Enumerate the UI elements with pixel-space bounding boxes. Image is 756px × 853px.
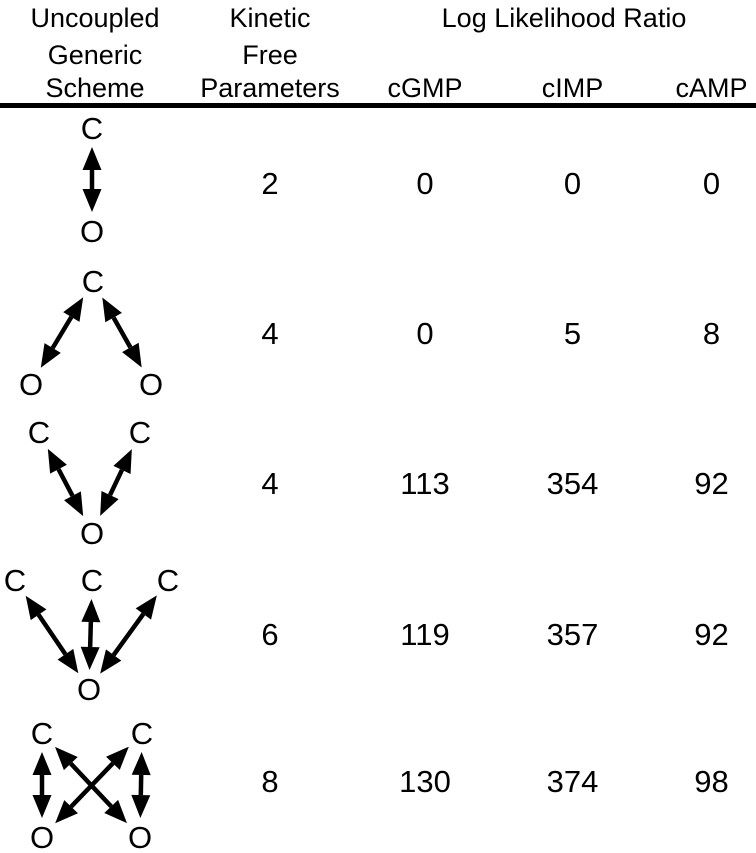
table-row <box>0 258 756 408</box>
cimp-value: 354 <box>546 465 599 501</box>
arrowhead-icon <box>136 595 157 619</box>
double-arrow-shaft <box>114 318 131 348</box>
camp-value: 92 <box>694 465 729 501</box>
double-arrow-shaft <box>110 470 122 495</box>
scheme-diagram-4 <box>0 558 190 710</box>
col-header-camp: cAMP <box>675 73 748 103</box>
col-header-cimp: cIMP <box>541 73 604 103</box>
cgmp-value: 0 <box>416 315 434 351</box>
arrowhead-icon <box>81 599 100 622</box>
double-arrow-shaft <box>114 614 144 655</box>
table-header <box>0 0 756 103</box>
arrowhead-icon <box>33 752 52 775</box>
table-row <box>0 558 756 710</box>
kinetic-free-parameters-value: 4 <box>261 315 279 351</box>
arrowhead-icon <box>83 189 102 212</box>
state-label-o: O <box>79 214 105 249</box>
table-row <box>0 108 756 258</box>
col-header-params-line1: Kinetic <box>229 2 311 33</box>
scheme-svg <box>0 408 190 558</box>
double-arrow-shaft <box>39 615 66 655</box>
state-label-c: C <box>128 415 152 450</box>
kinetic-free-parameters-value: 6 <box>261 616 279 652</box>
cimp-value: 374 <box>546 764 599 799</box>
col-header-params-line3: Parameters <box>200 73 340 103</box>
state-label-o: O <box>18 367 44 402</box>
col-header-scheme-line2: Generic <box>47 39 143 70</box>
cimp-value: 0 <box>563 165 582 201</box>
camp-value: 0 <box>702 165 721 201</box>
cgmp-value: 119 <box>400 616 450 652</box>
cgmp-value: 130 <box>399 764 451 799</box>
cimp-value: 357 <box>546 616 599 652</box>
cgmp-value: 0 <box>416 165 434 201</box>
arrowhead-icon <box>26 596 47 620</box>
state-label-o: O <box>138 367 164 402</box>
state-label-o: O <box>29 820 55 853</box>
state-label-c: C <box>81 264 105 299</box>
arrowhead-icon <box>83 147 102 170</box>
double-arrow-shaft <box>90 622 91 647</box>
scheme-svg <box>0 710 190 853</box>
state-label-c: C <box>130 716 154 751</box>
camp-value: 92 <box>694 616 729 652</box>
col-group-header-log-likelihood-ratio: Log Likelihood Ratio <box>441 2 687 33</box>
state-label-o: O <box>127 820 153 853</box>
state-label-c: C <box>27 415 51 450</box>
camp-value: 98 <box>694 764 729 799</box>
state-label-c: C <box>80 111 104 146</box>
scheme-svg <box>0 258 190 408</box>
camp-value: 8 <box>702 315 721 351</box>
kinetic-free-parameters-value: 4 <box>261 465 279 501</box>
state-label-c: C <box>80 563 104 598</box>
state-label-c: C <box>30 716 54 751</box>
scheme-diagram-5 <box>0 710 190 853</box>
double-arrow-shaft <box>53 317 72 348</box>
scheme-svg <box>0 558 190 710</box>
scheme-svg <box>0 108 190 258</box>
scheme-diagram-1 <box>0 108 190 258</box>
arrowhead-icon <box>100 649 121 673</box>
col-header-scheme-line1: Uncoupled <box>30 2 160 33</box>
state-label-o: O <box>76 672 102 707</box>
header-spacer <box>350 36 756 74</box>
arrowhead-icon <box>132 752 151 775</box>
cimp-value: 5 <box>563 315 582 351</box>
state-label-o: O <box>79 516 105 551</box>
arrowhead-icon <box>81 647 100 670</box>
table-row <box>0 408 756 558</box>
scheme-diagram-2 <box>0 258 190 408</box>
kinetic-free-parameters-value: 8 <box>261 764 279 799</box>
col-header-cgmp: cGMP <box>387 73 463 103</box>
state-label-c: C <box>3 563 27 598</box>
arrowhead-icon <box>131 795 150 818</box>
col-header-params-line2: Free <box>242 39 298 70</box>
cgmp-value: 113 <box>400 465 450 501</box>
state-label-c: C <box>156 563 180 598</box>
col-header-scheme-line3: Scheme <box>45 73 145 103</box>
table-row <box>0 710 756 853</box>
scheme-diagram-3 <box>0 408 190 558</box>
arrowhead-icon <box>58 649 79 673</box>
double-arrow-shaft <box>59 469 73 496</box>
arrowhead-icon <box>33 795 52 818</box>
kinetic-free-parameters-value: 2 <box>261 165 279 201</box>
